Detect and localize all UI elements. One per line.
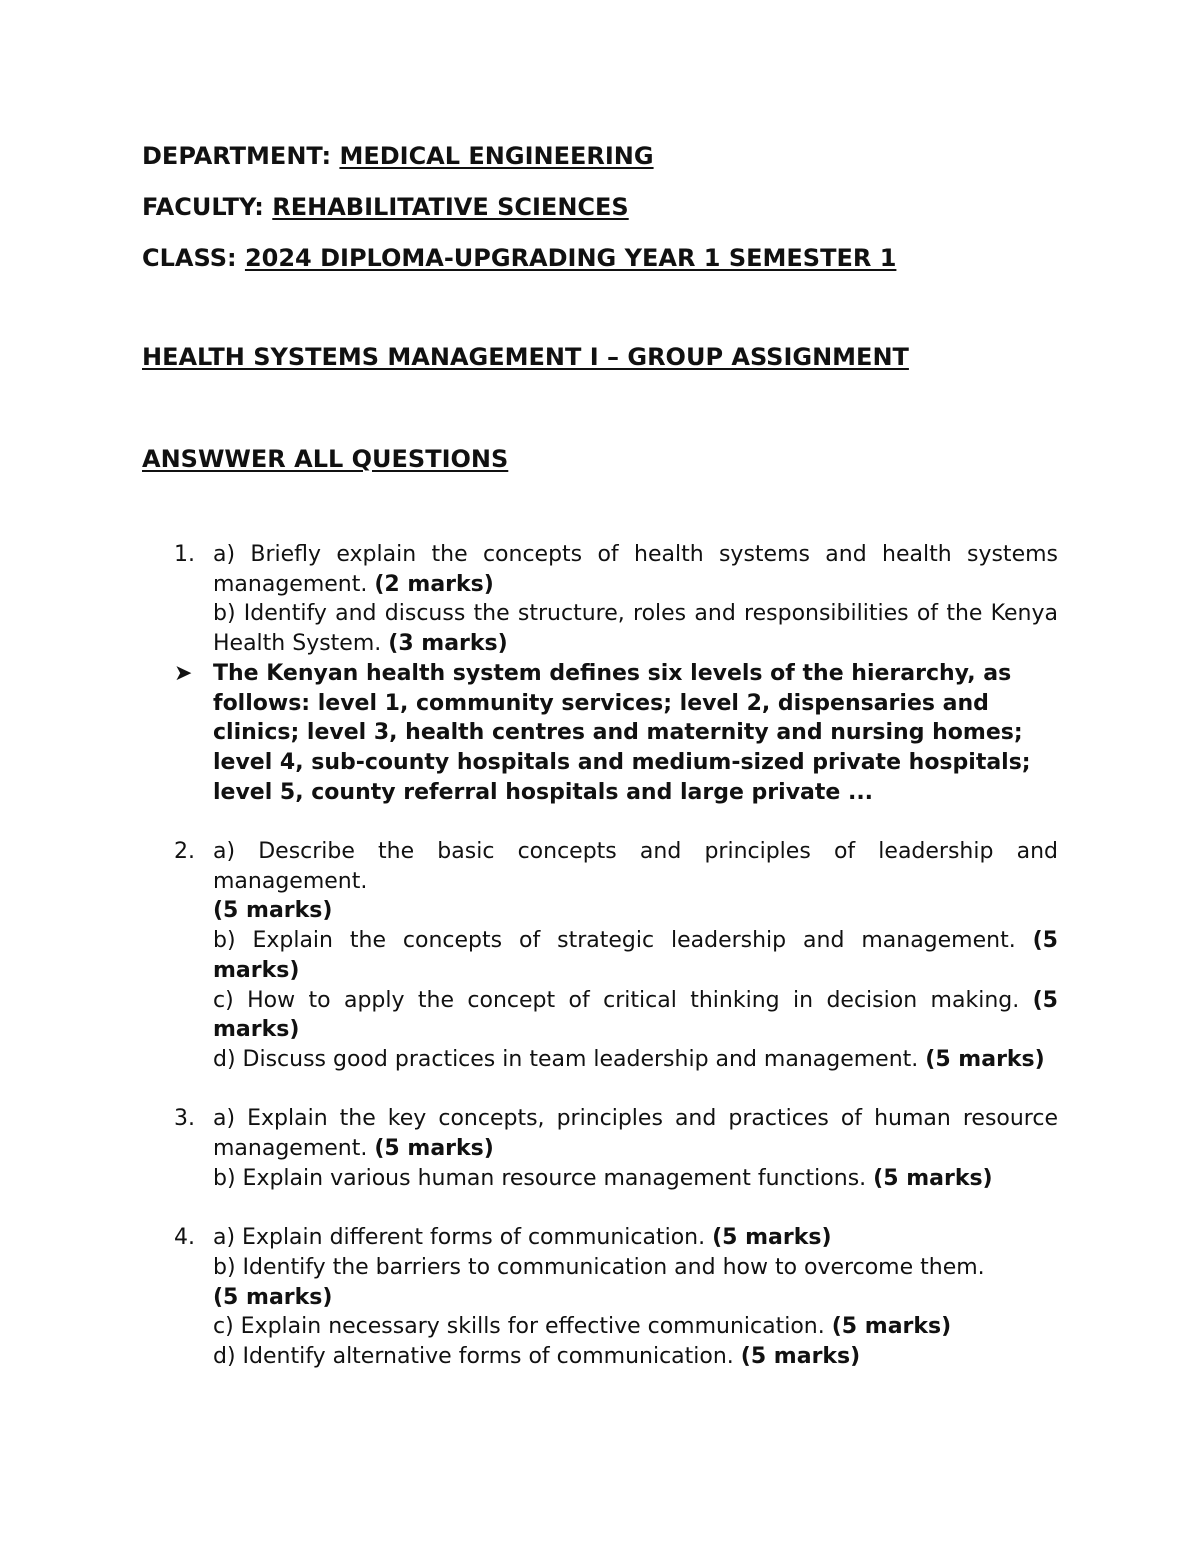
question-part: b) Identify the barriers to communication and how to overcome them. (5 marks) bbox=[213, 1254, 985, 1310]
question-part: b) Explain the concepts of strategic leadership and management. (5 marks) bbox=[213, 928, 1058, 983]
question-4 bbox=[142, 1223, 1058, 1372]
question-part: d) Identify alternative forms of communication. (5 marks) bbox=[213, 1343, 861, 1369]
department-value: MEDICAL ENGINEERING bbox=[339, 142, 654, 170]
marks: (5 marks) bbox=[925, 1046, 1045, 1072]
assignment-title: HEALTH SYSTEMS MANAGEMENT I – GROUP ASSIGNMENT bbox=[142, 343, 909, 371]
faculty-value: REHABILITATIVE SCIENCES bbox=[272, 193, 629, 221]
marks: (5 marks) bbox=[213, 1284, 333, 1310]
marks: (5 marks) bbox=[873, 1165, 993, 1191]
class-label: CLASS: bbox=[142, 244, 237, 272]
class-value: 2024 DIPLOMA-UPGRADING YEAR 1 SEMESTER 1 bbox=[244, 244, 897, 272]
marks: (5 marks) bbox=[213, 987, 1058, 1043]
marks: (5 marks) bbox=[831, 1314, 952, 1340]
answer-bullet-item bbox=[142, 659, 1058, 808]
faculty-label: FACULTY: bbox=[142, 193, 264, 221]
question-part: c) Explain necessary skills for effective communication. (5 marks) bbox=[213, 1314, 952, 1340]
class-line bbox=[142, 243, 896, 273]
question-part: b) Identify and discuss the structure, roles and responsibilities of the Kenya Health System. (3 marks) bbox=[213, 601, 1058, 657]
question-part: c) How to apply the concept of critical thinking in decision making. (5 marks) bbox=[213, 987, 1058, 1043]
marks: (2 marks) bbox=[374, 571, 494, 597]
faculty-line bbox=[142, 192, 629, 222]
question-part: a) Describe the basic concepts and principles of leadership and management. (5 marks) bbox=[213, 839, 1058, 924]
question-number: 3. bbox=[174, 1106, 195, 1132]
marks: (5 marks) bbox=[213, 928, 1058, 983]
answer-text: The Kenyan health system defines six levels of the hierarchy, as follows: level 1, community services; level 2, dispensaries and clinics; level 3, health centres and maternity and nursing homes; level 4, sub-county hospitals and medium-sized private hospitals; level 5, county referral hospitals and large private ... bbox=[213, 660, 1031, 805]
question-2 bbox=[142, 837, 1058, 1075]
question-part: a) Explain the key concepts, principles and practices of human resource management. (5 marks) bbox=[213, 1106, 1058, 1162]
marks: (5 marks) bbox=[213, 898, 333, 924]
marks: (5 marks) bbox=[740, 1343, 861, 1369]
arrow-bullet-icon: ➤ bbox=[174, 660, 193, 686]
marks: (5 marks) bbox=[712, 1225, 832, 1251]
department-line bbox=[142, 141, 654, 171]
question-list bbox=[142, 540, 1058, 1401]
question-3 bbox=[142, 1104, 1058, 1193]
department-label: DEPARTMENT: bbox=[142, 142, 332, 170]
question-number: 4. bbox=[174, 1225, 195, 1251]
marks: (3 marks) bbox=[388, 631, 508, 657]
question-part: b) Explain various human resource management functions. (5 marks) bbox=[213, 1165, 993, 1191]
question-part: a) Briefly explain the concepts of health systems and health systems management. (2 marks) bbox=[213, 542, 1058, 597]
question-number: 2. bbox=[174, 839, 195, 865]
question-number: 1. bbox=[174, 542, 195, 567]
question-part: d) Discuss good practices in team leadership and management. (5 marks) bbox=[213, 1046, 1045, 1072]
question-1 bbox=[142, 540, 1058, 807]
marks: (5 marks) bbox=[374, 1136, 494, 1162]
instruction-heading: ANSWWER ALL QUESTIONS bbox=[142, 445, 509, 473]
question-part: a) Explain different forms of communication. (5 marks) bbox=[213, 1225, 832, 1251]
